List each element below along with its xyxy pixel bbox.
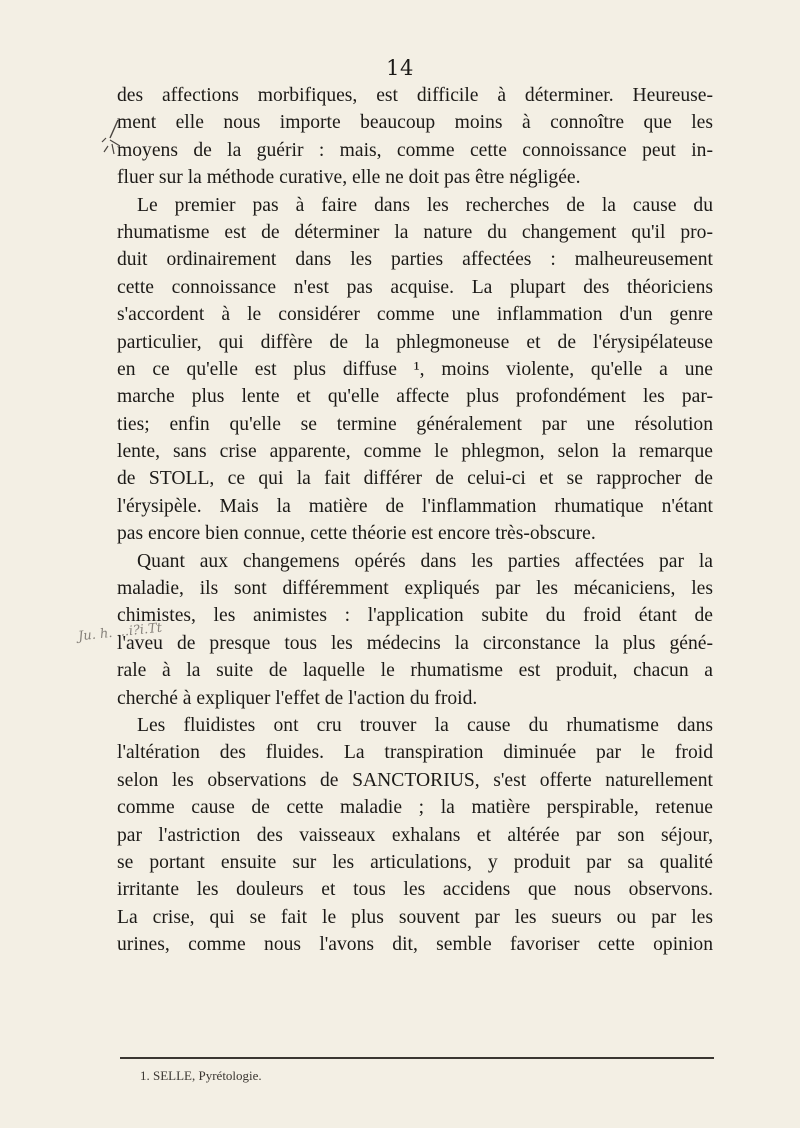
text-line: de STOLL, ce qui la fait différer de celui-ci et se rapprocher de	[117, 468, 713, 490]
text-line: l'aveu de presque tous les médecins la circonstance la plus géné-	[117, 632, 713, 654]
text-line: comme cause de cette maladie ; la matière perspirable, retenue	[117, 797, 713, 819]
text-line: cette connoissance n'est pas acquise. La plupart des théoriciens	[117, 276, 713, 298]
text-line: rale à la suite de laquelle le rhumatisme est produit, chacun a	[117, 660, 713, 682]
text-line: marche plus lente et qu'elle affecte plus profondément les par-	[117, 386, 713, 408]
text-line: pas encore bien connue, cette théorie est encore très-obscure.	[117, 523, 596, 545]
text-line: moyens de la guérir : mais, comme cette connoissance peut in-	[117, 139, 713, 161]
text-line: irritante les douleurs et tous les accidens que nous observons.	[117, 879, 713, 901]
text-line: rhumatisme est de déterminer la nature du changement qu'il pro-	[117, 221, 713, 243]
text-line: ties; enfin qu'elle se termine généralement par une résolution	[117, 413, 713, 435]
text-line: ment elle nous importe beaucoup moins à connoître que les	[117, 112, 713, 134]
text-line: selon les observations de SANCTORIUS, s'est offerte naturellement	[117, 769, 713, 791]
text-line: duit ordinairement dans les parties affectées : malheureusement	[117, 249, 713, 271]
text-line: se portant ensuite sur les articulations, y produit par sa qualité	[117, 851, 713, 873]
page-number: 14	[386, 56, 414, 80]
body-text	[117, 82, 713, 959]
text-line: Le premier pas à faire dans les recherches de la cause du	[137, 194, 713, 216]
text-line: Les fluidistes ont cru trouver la cause du rhumatisme dans	[137, 714, 713, 736]
text-line: lente, sans crise apparente, comme le phlegmon, selon la remarque	[117, 441, 713, 463]
text-line: s'accordent à le considérer comme une inflammation d'un genre	[117, 304, 713, 326]
text-line: maladie, ils sont différemment expliqués par les mécaniciens, les	[117, 578, 713, 600]
footnote: 1. SELLE, Pyrétologie.	[140, 1068, 262, 1083]
footnote-rule	[120, 1057, 714, 1059]
text-line: fluer sur la méthode curative, elle ne doit pas être négligée.	[117, 167, 581, 189]
text-line: cherché à expliquer l'effet de l'action du froid.	[117, 687, 478, 709]
text-line: Quant aux changemens opérés dans les parties affectées par la	[137, 550, 713, 572]
text-line: La crise, qui se fait le plus souvent par les sueurs ou par les	[117, 906, 713, 928]
text-line: par l'astriction des vaisseaux exhalans et altérée par son séjour,	[117, 824, 713, 846]
text-line: chimistes, les animistes : l'application subite du froid étant de	[117, 605, 713, 627]
text-line: l'érysipèle. Mais la matière de l'inflammation rhumatique n'étant	[117, 495, 713, 517]
text-line: l'altération des fluides. La transpiration diminuée par le froid	[117, 742, 713, 764]
text-line: des affections morbifiques, est difficile à déterminer. Heureuse-	[117, 85, 713, 106]
text-line: particulier, qui diffère de la phlegmoneuse et de l'érysipélateuse	[117, 331, 713, 353]
marginal-note: Ju. h. ...i?i.Tt	[77, 620, 163, 645]
text-line: en ce qu'elle est plus diffuse ¹, moins violente, qu'elle a une	[117, 358, 713, 380]
text-line: urines, comme nous l'avons dit, semble favoriser cette opinion	[117, 934, 713, 956]
